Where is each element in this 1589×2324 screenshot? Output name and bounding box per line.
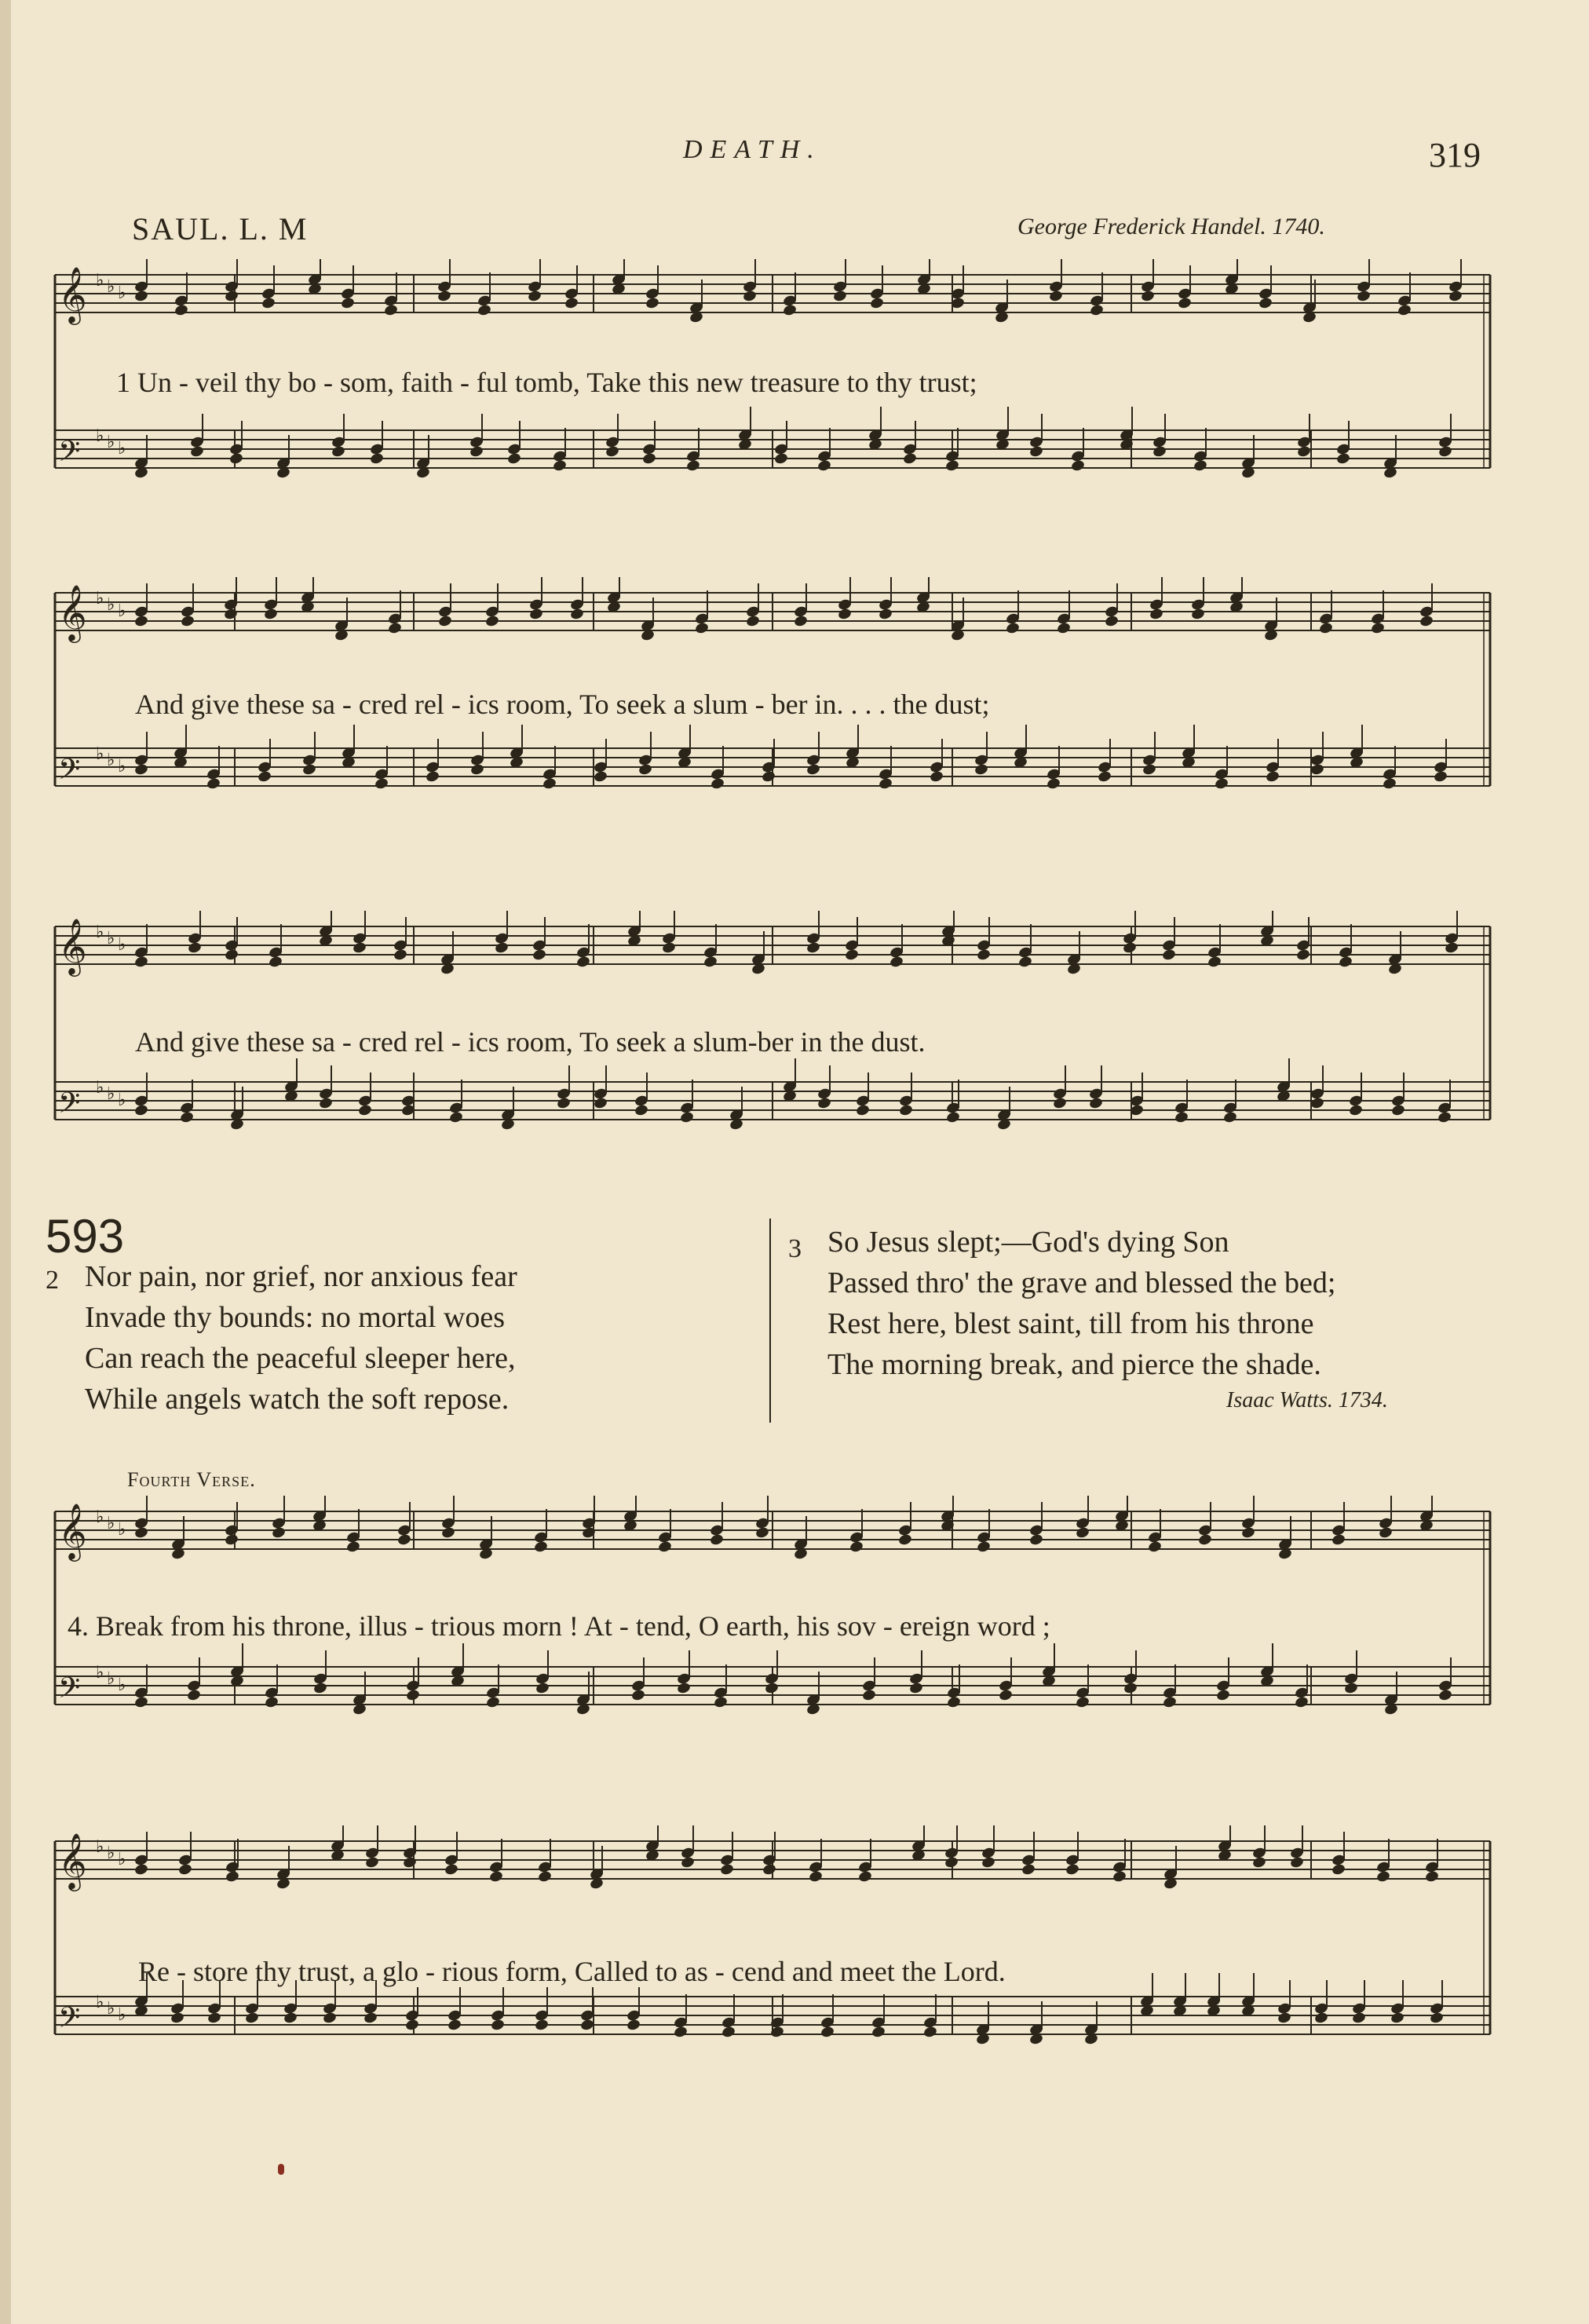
svg-text:𝄞: 𝄞: [58, 265, 87, 323]
svg-text:♭: ♭: [96, 1663, 104, 1683]
hymn-number: 593: [46, 1210, 125, 1262]
svg-text:♭: ♭: [107, 751, 115, 770]
svg-text:𝄞: 𝄞: [58, 917, 87, 974]
verse-2-line-3: Can reach the peaceful sleeper here,: [85, 1342, 516, 1375]
svg-text:♭: ♭: [118, 2005, 126, 2025]
lyric-line-2: And give these sa - cred rel - ics room, To seek a slum - ber in. . . . the dust;: [135, 689, 990, 720]
tune-name: SAUL. L. M: [132, 211, 309, 247]
svg-text:♭: ♭: [96, 589, 104, 608]
svg-text:𝄢: 𝄢: [58, 2001, 81, 2041]
section-title: DEATH.: [683, 135, 822, 164]
svg-text:♭: ♭: [107, 595, 115, 615]
svg-text:♭: ♭: [96, 1993, 104, 2012]
verse-3-line-1: So Jesus slept;—God's dying Son: [827, 1226, 1229, 1259]
verse-2-line-4: While angels watch the soft repose.: [85, 1383, 510, 1416]
svg-text:♭: ♭: [96, 1837, 104, 1857]
verse-2-line-2: Invade thy bounds: no mortal woes: [85, 1301, 506, 1334]
svg-text:♭: ♭: [107, 1084, 115, 1104]
lyric-line-1: 1 Un - veil thy bo - som, faith - ful tomb, Take this new treasure to thy trust;: [116, 367, 977, 398]
ink-mark: [278, 2164, 284, 2175]
verse-number-3: 3: [788, 1234, 802, 1263]
svg-text:♭: ♭: [118, 439, 126, 459]
verse-2-line-1: Nor pain, nor grief, nor anxious fear: [85, 1260, 517, 1293]
svg-text:♭: ♭: [118, 1850, 126, 1869]
svg-text:♭: ♭: [107, 929, 115, 948]
svg-text:♭: ♭: [118, 283, 126, 303]
verse-3-line-3: Rest here, blest saint, till from his throne: [827, 1307, 1314, 1340]
composer-credit: George Frederick Handel. 1740.: [1017, 214, 1325, 239]
verse-number-2: 2: [46, 1266, 59, 1295]
svg-text:♭: ♭: [96, 426, 104, 446]
svg-text:𝄞: 𝄞: [58, 583, 87, 641]
svg-text:𝄞: 𝄞: [58, 1502, 87, 1559]
svg-text:𝄢: 𝄢: [58, 1087, 81, 1127]
fourth-verse-label: Fourth Verse.: [127, 1468, 256, 1491]
svg-text:♭: ♭: [96, 923, 104, 942]
hymn-author: Isaac Watts. 1734.: [1226, 1388, 1388, 1412]
svg-text:♭: ♭: [118, 1675, 126, 1695]
svg-text:♭: ♭: [96, 744, 104, 764]
svg-text:♭: ♭: [118, 601, 126, 621]
svg-text:♭: ♭: [107, 1514, 115, 1533]
page-gutter: [0, 0, 11, 2324]
svg-text:𝄞: 𝄞: [58, 1832, 87, 1889]
svg-text:𝄢: 𝄢: [58, 753, 81, 793]
svg-text:♭: ♭: [96, 1507, 104, 1527]
svg-text:♭: ♭: [107, 1669, 115, 1689]
svg-text:♭: ♭: [118, 935, 126, 955]
column-divider: [769, 1219, 771, 1423]
svg-text:♭: ♭: [107, 1999, 115, 2019]
lyric-line-3: And give these sa - cred rel - ics room, To seek a slum-ber in the dust.: [135, 1026, 926, 1058]
svg-text:♭: ♭: [118, 757, 126, 776]
verse-3-line-2: Passed thro' the grave and blessed the bed;: [827, 1266, 1336, 1299]
page-number: 319: [1429, 136, 1481, 174]
svg-text:♭: ♭: [96, 1078, 104, 1098]
svg-text:♭: ♭: [96, 271, 104, 290]
svg-text:♭: ♭: [107, 277, 115, 297]
verse-3-line-4: The morning break, and pierce the shade.: [827, 1348, 1321, 1381]
lyric-line-5: Re - store thy trust, a glo - rious form, Called to as - cend and meet the Lord.: [138, 1956, 1006, 1987]
svg-text:𝄢: 𝄢: [58, 1672, 81, 1712]
svg-text:♭: ♭: [118, 1091, 126, 1110]
svg-text:♭: ♭: [107, 433, 115, 452]
lyric-line-4: 4. Break from his throne, illus - trious morn ! At - tend, O earth, his sov - ereign word ;: [68, 1610, 1050, 1642]
svg-text:♭: ♭: [107, 1843, 115, 1863]
svg-text:♭: ♭: [118, 1520, 126, 1540]
svg-text:𝄢: 𝄢: [58, 435, 81, 475]
